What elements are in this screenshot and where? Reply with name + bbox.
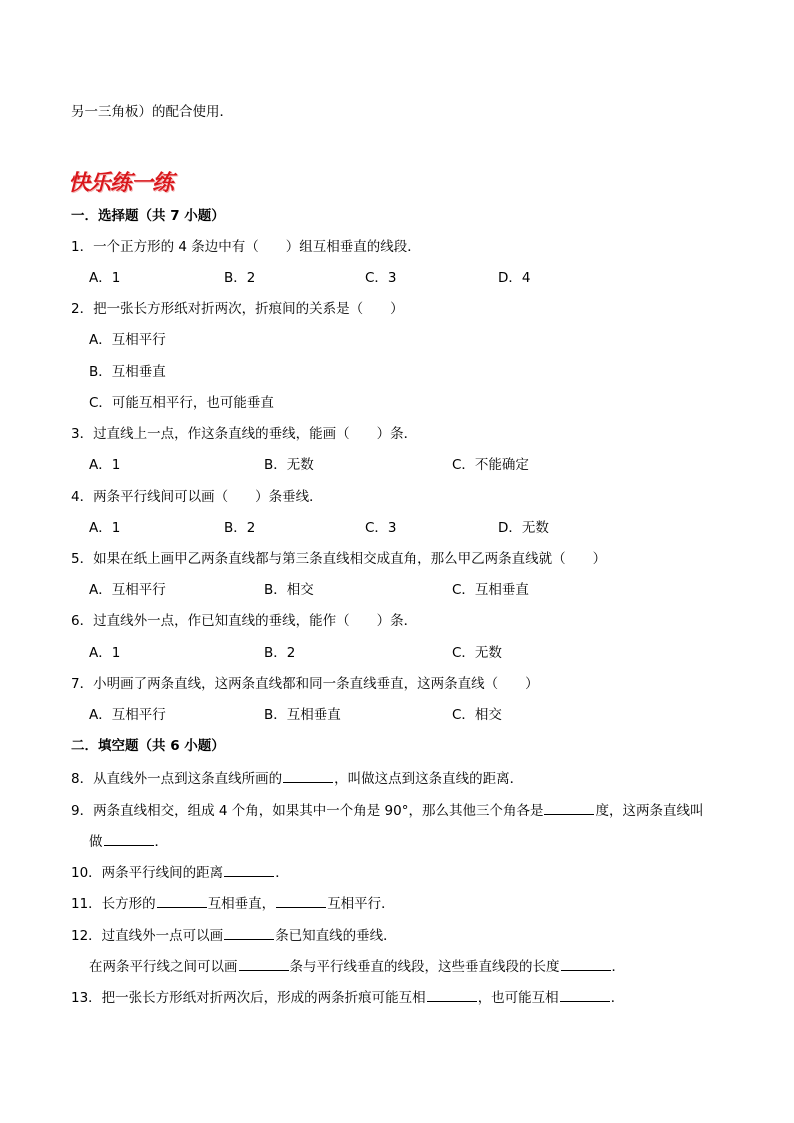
q13-text-after: ． — [610, 990, 625, 1006]
q2-option-c: C．可能互相平行，也可能垂直 — [89, 395, 274, 411]
q12-text-part2-mid: 条与平行线垂直的线段，这些垂直线段的长度 — [289, 959, 560, 975]
q9-text-cont: 做 — [89, 834, 103, 850]
answer-blank[interactable] — [224, 925, 274, 940]
q7-option-b: B．互相垂直 — [264, 707, 341, 723]
question-1: 1．一个正方形的 4 条边中有（ ）组互相垂直的线段． — [71, 239, 421, 255]
q12-text-after: 条已知直线的垂线． — [275, 928, 397, 944]
q12-text-part2: 在两条平行线之间可以画 — [89, 959, 238, 975]
q9-text-after: 度，这两条直线叫 — [595, 803, 704, 819]
q6-option-c: C．无数 — [452, 645, 502, 661]
answer-blank[interactable] — [561, 956, 611, 971]
q4-option-d: D．无数 — [498, 520, 549, 536]
answer-blank[interactable] — [560, 987, 610, 1002]
question-12-part-2 — [89, 956, 625, 976]
q2-option-b: B．互相垂直 — [89, 364, 166, 380]
question-2: 2．把一张长方形纸对折两次，折痕间的关系是（ ） — [71, 301, 404, 317]
q11-text-before: 11．长方形的 — [71, 896, 156, 912]
question-7: 7．小明画了两条直线，这两条直线都和同一条直线垂直，这两条直线（ ） — [71, 676, 539, 692]
q8-text-after: ，叫做这点到这条直线的距离． — [334, 771, 524, 787]
answer-blank[interactable] — [427, 987, 477, 1002]
question-4: 4．两条平行线间可以画（ ）条垂线． — [71, 489, 323, 505]
q6-option-a: A．1 — [89, 645, 121, 661]
question-10 — [71, 862, 289, 882]
q3-option-c: C．不能确定 — [452, 457, 529, 473]
q12-text-part2-end: ． — [611, 959, 625, 975]
q9-text-end: ． — [154, 834, 168, 850]
q5-option-a: A．互相平行 — [89, 582, 166, 598]
q1-option-d: D．4 — [498, 270, 531, 286]
question-13 — [71, 987, 624, 1007]
question-6: 6．过直线外一点，作已知直线的垂线，能作（ ）条． — [71, 613, 418, 629]
q3-option-a: A．1 — [89, 457, 121, 473]
q10-text-after: ． — [275, 865, 289, 881]
section-title-choice: 一．选择题（共 7 小题） — [71, 208, 225, 224]
q1-option-c: C．3 — [365, 270, 397, 286]
q3-option-b: B．无数 — [264, 457, 314, 473]
q5-option-b: B．相交 — [264, 582, 314, 598]
q2-option-a: A．互相平行 — [89, 332, 166, 348]
q4-option-c: C．3 — [365, 520, 397, 536]
answer-blank[interactable] — [544, 800, 594, 815]
question-9 — [71, 800, 703, 820]
q8-text-before: 8．从直线外一点到这条直线所画的 — [71, 771, 283, 787]
q4-option-a: A．1 — [89, 520, 121, 536]
q1-option-a: A．1 — [89, 270, 121, 286]
q11-text-middle: 互相垂直， — [207, 896, 276, 912]
q7-option-a: A．互相平行 — [89, 707, 166, 723]
q7-option-c: C．相交 — [452, 707, 502, 723]
answer-blank[interactable] — [224, 862, 274, 877]
q9-text-before: 9．两条直线相交，组成 4 个角，如果其中一个角是 90°，那么其他三个角各是 — [71, 803, 544, 819]
question-8 — [71, 768, 523, 788]
question-5: 5．如果在纸上画甲乙两条直线都与第三条直线相交成直角，那么甲乙两条直线就（ ） — [71, 551, 607, 567]
q10-text-before: 10．两条平行线间的距离 — [71, 865, 224, 881]
question-3: 3．过直线上一点，作这条直线的垂线，能画（ ）条． — [71, 426, 418, 442]
q5-option-c: C．互相垂直 — [452, 582, 529, 598]
q13-text-before: 13．把一张长方形纸对折两次后，形成的两条折痕可能互相 — [71, 990, 426, 1006]
answer-blank[interactable] — [104, 831, 154, 846]
q11-text-after: 互相平行． — [327, 896, 395, 912]
question-9-continued — [89, 831, 168, 851]
answer-blank[interactable] — [239, 956, 289, 971]
q13-text-middle: ，也可能互相 — [477, 990, 559, 1006]
section-title-fill: 二．填空题（共 6 小题） — [71, 738, 225, 754]
answer-blank[interactable] — [283, 768, 333, 783]
intro-text: 另一三角板）的配合使用． — [71, 104, 233, 120]
answer-blank[interactable] — [157, 893, 207, 908]
section-banner: 快乐练一练 — [68, 170, 174, 196]
q12-text-before: 12．过直线外一点可以画 — [71, 928, 224, 944]
question-12 — [71, 925, 397, 945]
q1-option-b: B．2 — [224, 270, 256, 286]
answer-blank[interactable] — [276, 893, 326, 908]
q4-option-b: B．2 — [224, 520, 256, 536]
question-11 — [71, 893, 395, 913]
q6-option-b: B．2 — [264, 645, 296, 661]
